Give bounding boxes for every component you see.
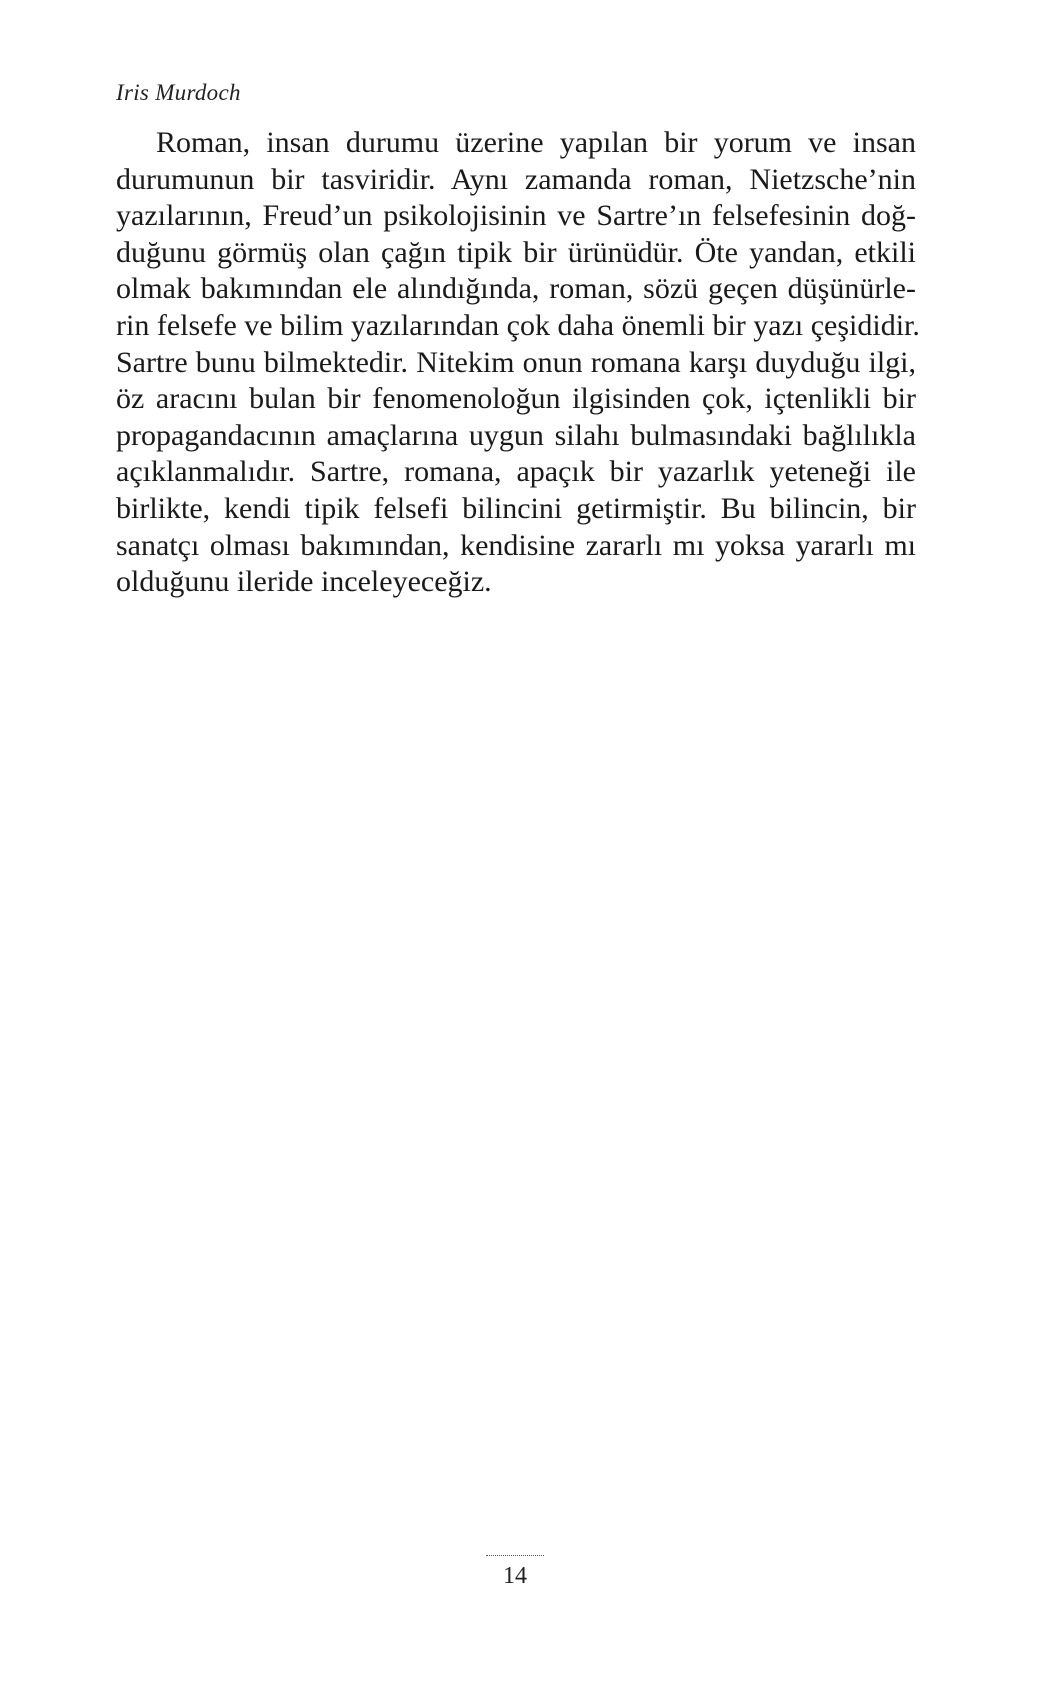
paragraph-line: sanatçı olması bakımından, kendisine zararlı mı yoksa yararlı mı <box>116 528 916 562</box>
paragraph-line: durumunun bir tasviridir. Aynı zamanda roman, Nietzsche’nin <box>116 162 916 196</box>
paragraph-line: açıklanmalıdır. Sartre, romana, apaçık bir yazarlık yeteneği ile <box>116 455 916 489</box>
paragraph-line: öz aracını bulan bir fenomenoloğun ilgisinden çok, içtenlikli bir <box>116 382 916 416</box>
page-number: 14 <box>503 1563 527 1589</box>
running-head-author: Iris Murdoch <box>116 80 241 105</box>
paragraph-line: Roman, insan durumu üzerine yapılan bir yorum ve insan <box>156 126 916 159</box>
paragraph-line: olmak bakımından ele alındığında, roman, sözü geçen düşünürle- <box>116 272 916 306</box>
paragraph-line: yazılarının, Freud’un psikolojisinin ve Sartre’ın felsefesinin doğ- <box>116 199 916 233</box>
paragraph-line: Sartre bunu bilmektedir. Nitekim onun romana karşı duyduğu ilgi, <box>116 345 916 379</box>
footer-dotted-rule <box>486 1555 544 1556</box>
paragraph-line: propagandacının amaçlarına uygun silahı bulmasındaki bağlılıkla <box>116 418 916 452</box>
paragraph-line: rin felsefe ve bilim yazılarından çok daha önemli bir yazı çeşididir. <box>116 308 920 342</box>
paragraph-line: birlikte, kendi tipik felsefi bilincini getirmiştir. Bu bilincin, bir <box>116 491 916 525</box>
paragraph-line: olduğunu ileride inceleyeceğiz. <box>116 565 492 599</box>
paragraph-line: duğunu görmüş olan çağın tipik bir ürünüdür. Öte yandan, etkili <box>116 235 916 269</box>
body-paragraph <box>116 125 920 601</box>
